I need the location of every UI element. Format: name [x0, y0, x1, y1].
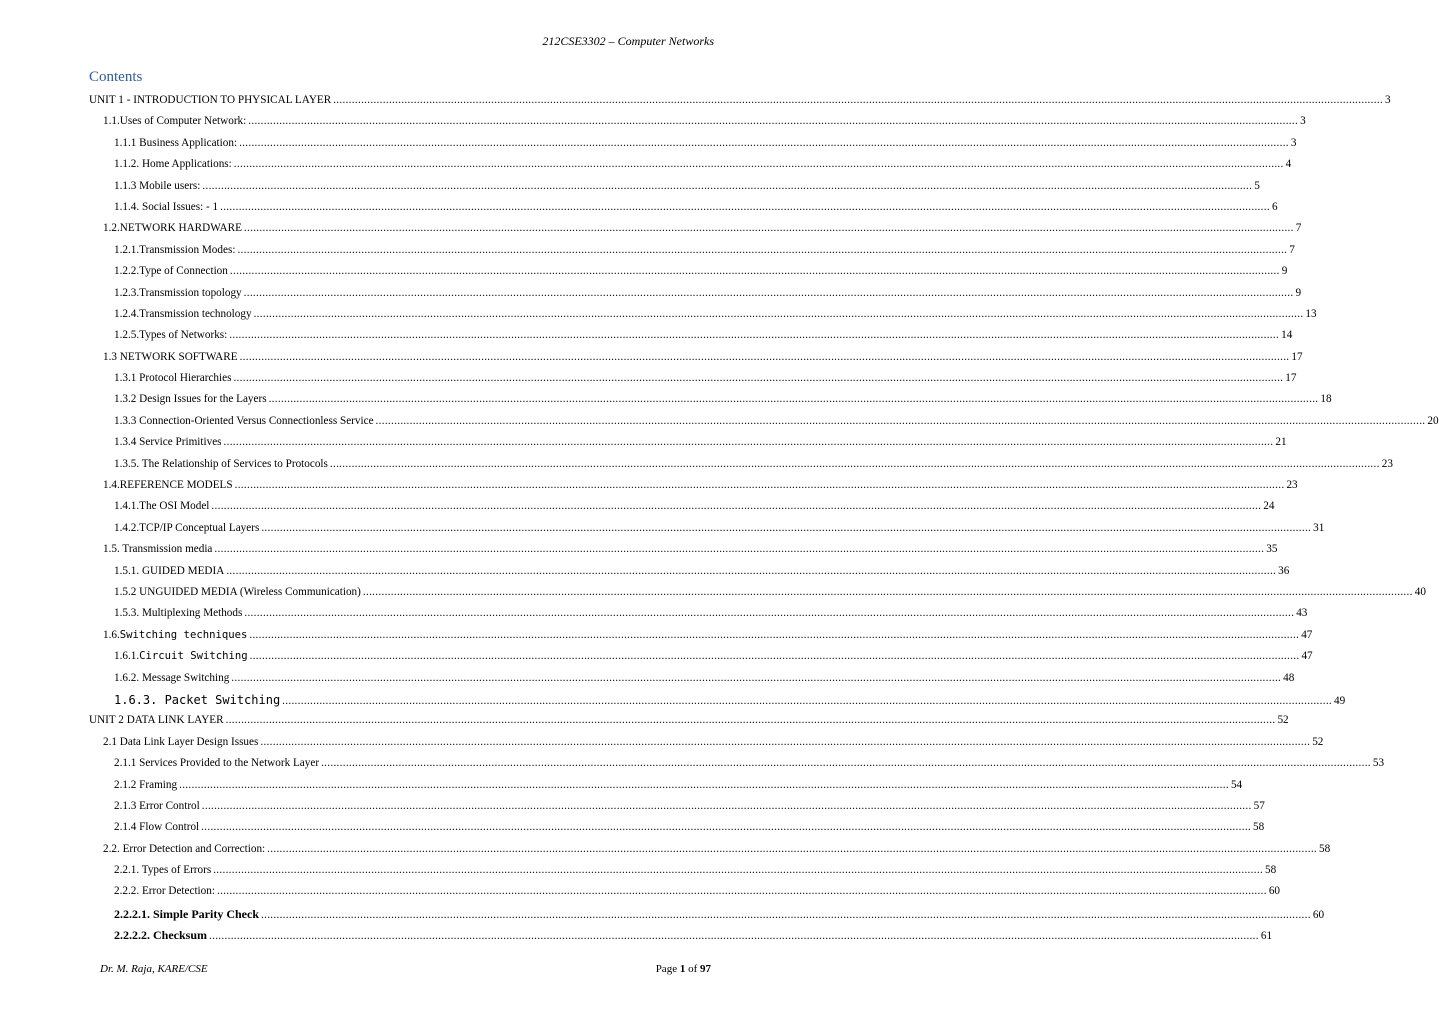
toc-entry-page: 9	[1281, 265, 1288, 278]
toc-entry-title: 2.2.1. Types of Errors	[114, 864, 212, 877]
toc-entry-page: 36	[1278, 564, 1290, 577]
toc-entry-title: 1.5.2 UNGUIDED MEDIA (Wireless Communication)	[114, 585, 361, 598]
toc-entry-page: 20	[1427, 414, 1439, 427]
toc-entry-title: 1.3.3 Connection-Oriented Versus Connectionless Service	[114, 414, 374, 427]
toc-entry-number: 1.6.1.	[114, 650, 140, 663]
toc-entry-title: 1.1.2. Home Applications:	[114, 158, 232, 171]
toc-entry-page: 3	[1300, 115, 1306, 128]
toc-leader-dots	[226, 714, 1276, 726]
toc-entry-title: 1.5.3. Multiplexing Methods	[114, 607, 243, 620]
toc-entry[interactable]	[89, 243, 1295, 265]
toc-entry-title: 2.2.2.2. Checksum	[114, 928, 208, 943]
toc-entry[interactable]	[89, 393, 1332, 414]
toc-entry-number: 1.4.1.	[114, 500, 140, 513]
toc-entry[interactable]	[89, 436, 1287, 457]
toc-entry-title: 1.6.3. Packet Switching	[114, 692, 281, 707]
toc-entry-number: 1.6.	[103, 628, 120, 641]
toc-leader-dots	[261, 522, 1311, 534]
toc-entry-title: 1.1.1 Business Application:	[114, 136, 238, 149]
toc-entry-page: 5	[1254, 179, 1260, 192]
toc-entry-page: 53	[1372, 757, 1385, 770]
toc-entry-number: 1.2.2.	[114, 265, 140, 278]
toc-entry-title: 1.3.1 Protocol Hierarchies	[114, 372, 232, 385]
toc-leader-dots	[267, 843, 1317, 855]
toc-entry[interactable]	[89, 350, 1303, 372]
toc-entry[interactable]	[89, 158, 1292, 179]
toc-entry[interactable]	[89, 585, 1426, 607]
toc-leader-dots	[237, 244, 1287, 256]
contents-heading: Contents	[89, 69, 143, 85]
toc-entry[interactable]	[89, 692, 1346, 714]
toc-entry-page: 7	[1295, 222, 1302, 235]
toc-leader-dots	[254, 308, 1304, 320]
toc-entry-title: 2.2.2.1. Simple Parity Check	[114, 906, 259, 921]
toc-entry-title: 1.6.2. Message Switching	[114, 671, 230, 684]
toc-leader-dots	[249, 629, 1299, 641]
toc-entry-page: 7	[1289, 243, 1295, 256]
toc-entry[interactable]	[89, 864, 1277, 885]
toc-entry-page: 58	[1319, 842, 1331, 855]
toc-entry-page: 9	[1295, 286, 1302, 299]
toc-entry-page: 23	[1381, 457, 1393, 470]
toc-entry-title: Switching techniques	[119, 628, 248, 641]
toc-leader-dots	[226, 565, 1276, 577]
toc-entry[interactable]	[89, 714, 1289, 735]
table-of-contents	[89, 94, 1439, 950]
toc-entry-page: 4	[1285, 158, 1292, 171]
toc-entry-title: 2.2. Error Detection and Correction:	[103, 842, 266, 855]
page-total: 97	[700, 963, 711, 975]
toc-entry[interactable]	[89, 842, 1331, 864]
toc-leader-dots	[250, 650, 1300, 662]
toc-entry[interactable]	[89, 500, 1275, 521]
toc-leader-dots	[330, 458, 1380, 470]
toc-entry-title: 1.1.3 Mobile users:	[114, 179, 201, 192]
toc-entry-title: 2.2.2. Error Detection:	[114, 885, 215, 898]
toc-leader-dots	[260, 736, 1310, 748]
toc-leader-dots	[202, 800, 1252, 812]
toc-entry-title: 2.1.2 Framing	[114, 778, 178, 791]
toc-leader-dots	[229, 329, 1279, 341]
toc-leader-dots	[233, 372, 1283, 384]
toc-entry-title: REFERENCE MODELS	[119, 479, 233, 492]
toc-leader-dots	[230, 265, 1280, 277]
toc-entry[interactable]	[89, 757, 1385, 778]
toc-leader-dots	[363, 586, 1413, 598]
toc-entry[interactable]	[89, 650, 1313, 671]
toc-entry-page: 58	[1253, 821, 1265, 834]
toc-entry-page: 49	[1334, 694, 1346, 707]
toc-entry-title: 2.1 Data Link Layer Design Issues	[103, 735, 259, 748]
toc-entry-page: 54	[1230, 778, 1243, 791]
toc-leader-dots	[224, 436, 1274, 448]
toc-entry[interactable]	[89, 136, 1297, 158]
toc-entry-title: Type of Connection	[139, 265, 228, 278]
toc-entry[interactable]	[89, 671, 1295, 693]
toc-entry-title: UNIT 2 DATA LINK LAYER	[89, 714, 224, 727]
toc-leader-dots	[240, 351, 1290, 363]
toc-entry[interactable]	[89, 521, 1325, 543]
toc-leader-dots	[376, 415, 1426, 427]
toc-leader-dots	[209, 930, 1259, 942]
toc-entry[interactable]	[89, 414, 1439, 436]
toc-entry-page: 47	[1301, 650, 1313, 663]
toc-entry[interactable]	[89, 329, 1293, 350]
toc-entry-number: 1.2.5.	[114, 329, 140, 342]
toc-leader-dots	[220, 201, 1270, 213]
toc-entry[interactable]	[89, 821, 1265, 842]
toc-entry-page: 60	[1268, 885, 1280, 898]
toc-entry[interactable]	[89, 885, 1280, 906]
toc-entry[interactable]	[89, 200, 1278, 222]
toc-entry-number: 1.2.3.	[114, 286, 140, 299]
toc-leader-dots	[201, 821, 1251, 833]
toc-leader-dots	[261, 909, 1311, 921]
footer-page-number	[656, 963, 711, 975]
toc-entry-page: 17	[1291, 350, 1303, 363]
toc-leader-dots	[234, 158, 1284, 170]
toc-entry-number: 1.2.1.	[114, 243, 140, 256]
toc-entry-number: 1.4.	[103, 479, 120, 492]
toc-entry[interactable]	[89, 928, 1273, 949]
toc-entry-title: 1.3.4 Service Primitives	[114, 436, 222, 449]
toc-entry-page: 31	[1313, 521, 1325, 534]
toc-leader-dots	[333, 94, 1383, 106]
toc-entry-title: 2.1.1 Services Provided to the Network Layer	[114, 757, 320, 770]
toc-entry[interactable]	[89, 115, 1306, 136]
toc-leader-dots	[217, 885, 1267, 897]
toc-entry-title: Uses of Computer Network:	[119, 115, 247, 128]
toc-entry[interactable]	[89, 179, 1260, 201]
toc-entry[interactable]	[89, 906, 1325, 928]
toc-entry-page: 13	[1305, 307, 1317, 320]
page-of: of	[685, 963, 700, 975]
toc-entry-page: 40	[1414, 585, 1426, 598]
toc-entry-title: Transmission technology	[139, 307, 252, 320]
toc-entry-title: The OSI Model	[139, 500, 210, 513]
toc-entry[interactable]	[89, 628, 1313, 650]
toc-entry[interactable]	[89, 799, 1265, 821]
toc-leader-dots	[235, 479, 1285, 491]
toc-entry-title: 1.5.1. GUIDED MEDIA	[114, 564, 225, 577]
toc-entry-page: 57	[1253, 799, 1265, 812]
toc-entry-page: 18	[1320, 393, 1332, 406]
toc-entry-page: 3	[1290, 136, 1297, 149]
toc-entry[interactable]	[89, 372, 1297, 393]
toc-leader-dots	[213, 864, 1263, 876]
toc-entry[interactable]	[89, 94, 1391, 115]
toc-entry[interactable]	[89, 543, 1278, 564]
toc-entry-page: 3	[1385, 94, 1391, 106]
toc-leader-dots	[202, 180, 1252, 192]
toc-entry-page: 24	[1263, 500, 1275, 513]
toc-leader-dots	[321, 757, 1371, 769]
toc-entry-number: 1.2.4.	[114, 307, 140, 320]
toc-leader-dots	[244, 222, 1294, 234]
toc-entry-page: 52	[1277, 714, 1289, 727]
toc-leader-dots	[179, 779, 1229, 791]
toc-leader-dots	[282, 695, 1332, 707]
toc-entry-title: 2.1.3 Error Control	[114, 799, 200, 812]
toc-entry[interactable]	[89, 735, 1324, 757]
toc-leader-dots	[239, 137, 1289, 149]
toc-entry-number: 1.4.2.	[114, 521, 140, 534]
toc-leader-dots	[244, 607, 1294, 619]
toc-entry[interactable]	[89, 479, 1298, 500]
toc-entry-page: 35	[1266, 543, 1278, 556]
toc-entry-page: 48	[1283, 671, 1295, 684]
toc-entry-page: 21	[1275, 436, 1287, 449]
toc-entry-page: 60	[1312, 908, 1325, 921]
toc-leader-dots	[244, 287, 1294, 299]
toc-entry[interactable]	[89, 778, 1243, 800]
toc-entry[interactable]	[89, 607, 1308, 628]
toc-entry-page: 6	[1271, 200, 1278, 213]
toc-entry-title: 1.3 NETWORK SOFTWARE	[103, 350, 238, 363]
toc-entry-page: 23	[1286, 479, 1298, 492]
toc-entry-page: 47	[1301, 628, 1313, 641]
toc-entry-page: 52	[1312, 735, 1324, 748]
toc-entry[interactable]	[89, 222, 1302, 243]
toc-entry[interactable]	[89, 564, 1290, 586]
toc-entry-title: NETWORK HARDWARE	[119, 222, 242, 235]
running-header: 212CSE3302 – Computer Networks	[542, 34, 714, 48]
page-prefix: Page	[655, 963, 680, 975]
toc-entry-page: 58	[1265, 864, 1277, 877]
toc-entry-title: 1.3.5. The Relationship of Services to Protocols	[114, 457, 328, 470]
toc-entry-title: 2.1.4 Flow Control	[114, 821, 200, 834]
toc-entry-title: Transmission topology	[139, 286, 242, 299]
toc-entry-title: 1.3.2 Design Issues for the Layers	[114, 393, 267, 406]
toc-entry-page: 14	[1281, 329, 1293, 342]
toc-entry-number: 1.1.	[103, 115, 120, 128]
toc-entry-title: UNIT 1 - INTRODUCTION TO PHYSICAL LAYER	[89, 94, 332, 106]
toc-entry-title: TCP/IP Conceptual Layers	[139, 521, 260, 534]
toc-entry-page: 17	[1285, 372, 1297, 385]
toc-entry[interactable]	[89, 307, 1317, 329]
toc-leader-dots	[211, 500, 1261, 512]
toc-leader-dots	[248, 115, 1298, 127]
toc-entry-title: Circuit Switching	[139, 650, 248, 663]
toc-leader-dots	[269, 393, 1319, 405]
toc-entry-number: 1.2.	[103, 222, 120, 235]
toc-entry-title: Transmission Modes:	[139, 243, 236, 256]
toc-entry-title: Types of Networks:	[139, 329, 228, 342]
footer-author: Dr. M. Raja, KARE/CSE	[100, 963, 208, 975]
page-current: 1	[679, 963, 686, 975]
toc-entry[interactable]	[89, 457, 1393, 479]
toc-entry-title: 1.1.4. Social Issues: - 1	[114, 200, 219, 213]
toc-entry[interactable]	[89, 286, 1302, 308]
toc-entry[interactable]	[89, 265, 1288, 286]
toc-entry-page: 43	[1296, 607, 1308, 620]
toc-entry-page: 61	[1260, 930, 1273, 943]
toc-leader-dots	[231, 672, 1281, 684]
toc-leader-dots	[214, 543, 1264, 555]
toc-entry-title: 1.5. Transmission media	[103, 543, 213, 556]
